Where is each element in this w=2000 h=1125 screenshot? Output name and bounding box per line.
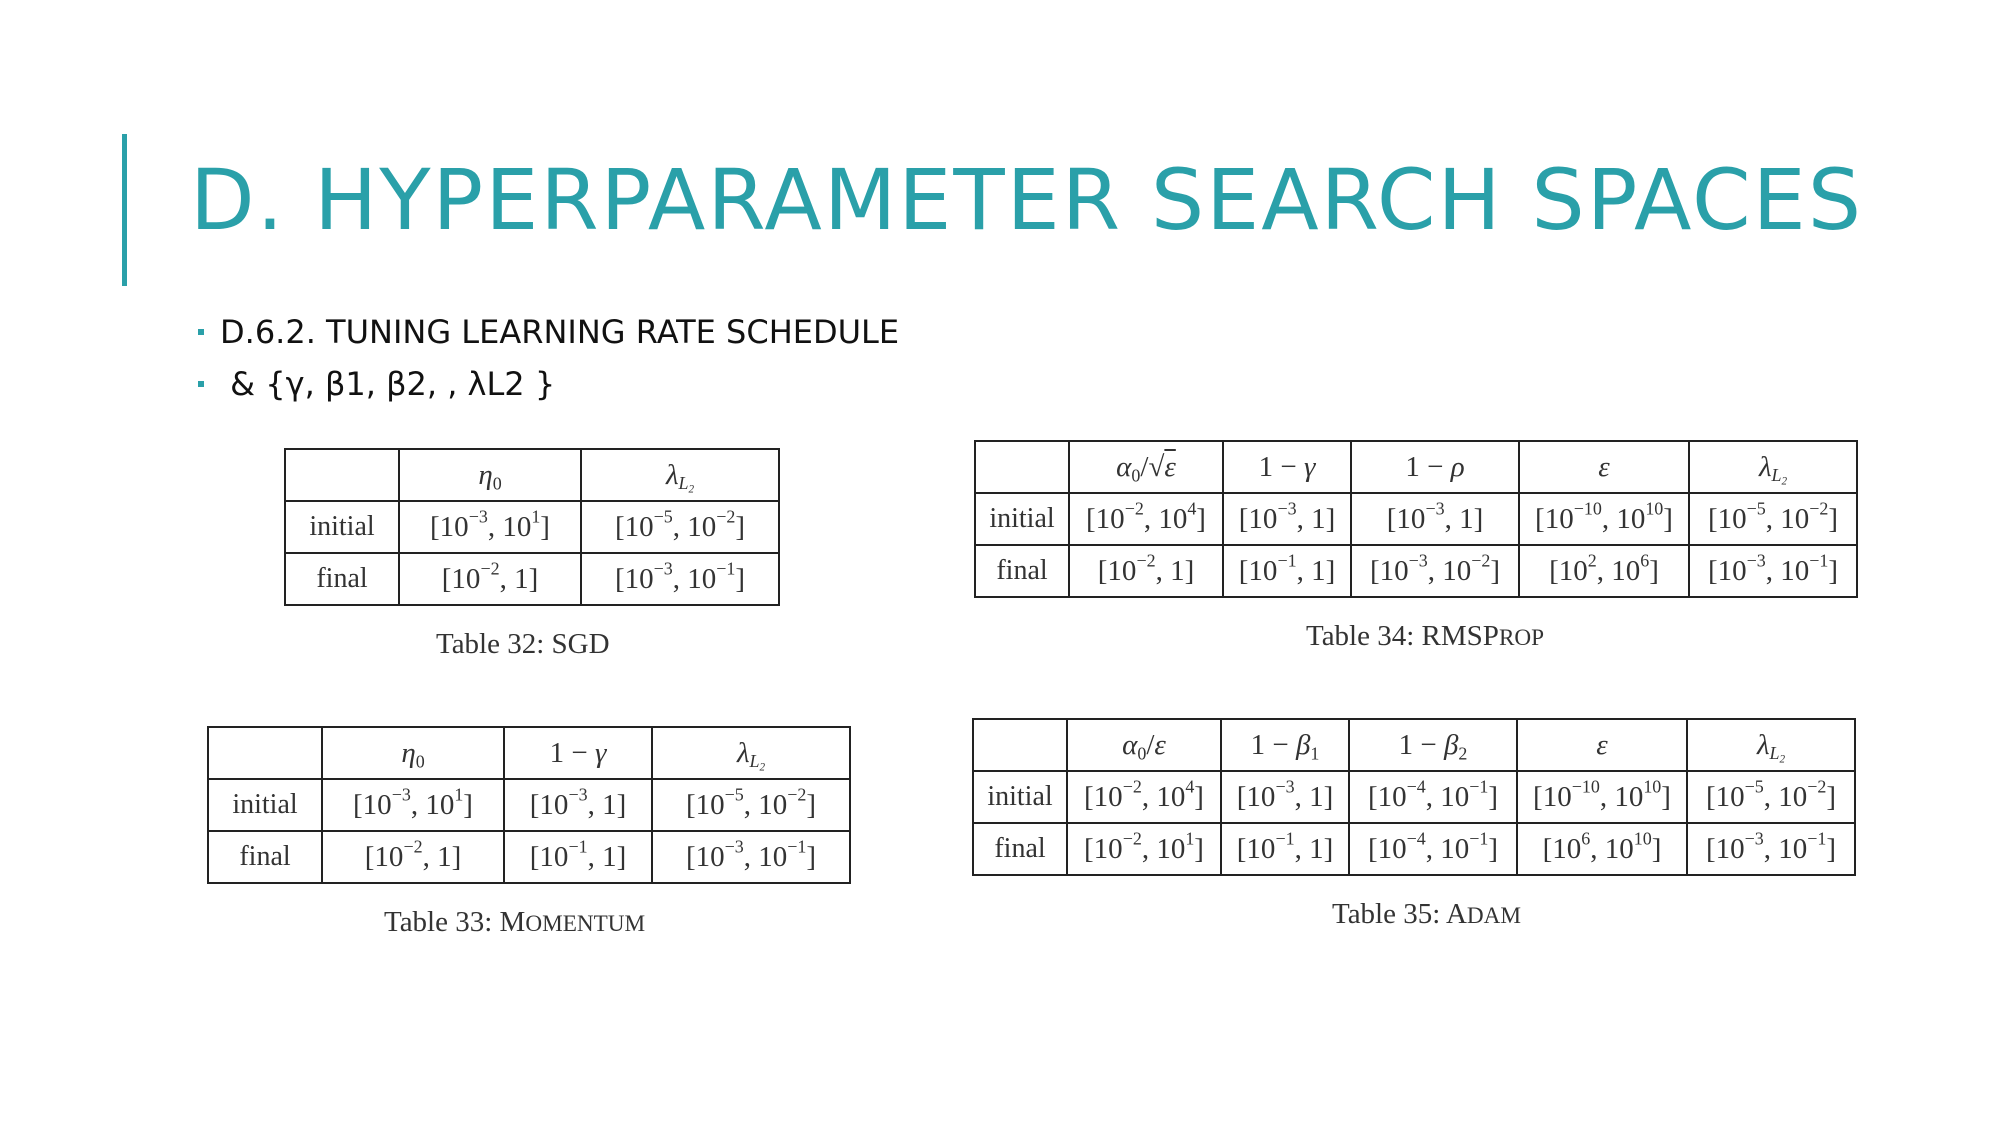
table-cell: [$10^{-3}$, $10^{-1}$] <box>652 831 850 883</box>
table-cell: [$10^{-4}$, $10^{-1}$] <box>1349 771 1517 823</box>
adam-table <box>972 718 1856 876</box>
row-label: initial <box>208 779 322 831</box>
table-cell: [$10^{-3}$, $10^{-2}$] <box>1351 545 1519 597</box>
row-label: initial <box>975 493 1069 545</box>
table-cell: [$10^{-2}$, 1] <box>1069 545 1223 597</box>
table-cell: [$10^{-4}$, $10^{-1}$] <box>1349 823 1517 875</box>
table-row <box>973 823 1855 875</box>
column-header: $\lambda_{L_2}$ <box>1687 719 1855 771</box>
table-cell: [$10^6$, $10^{10}$] <box>1517 823 1687 875</box>
table-header-row <box>208 727 850 779</box>
table-cell: [$10^2$, $10^6$] <box>1519 545 1689 597</box>
column-header: 1 − γ <box>504 727 652 779</box>
table-cell: [$10^{-3}$, 1] <box>1221 771 1349 823</box>
table-cell: [$10^{-3}$, $10^1$] <box>399 501 581 553</box>
column-header: $1 - \beta_2$ <box>1349 719 1517 771</box>
row-label: initial <box>285 501 399 553</box>
bullet-list <box>196 312 899 416</box>
column-header: $\lambda_{L_2}$ <box>581 449 779 501</box>
table-row <box>973 771 1855 823</box>
table-cell: [$10^{-10}$, $10^{10}$] <box>1519 493 1689 545</box>
table-cell: [$10^{-1}$, 1] <box>1221 823 1349 875</box>
column-header: ε <box>1519 441 1689 493</box>
column-header: $\lambda_{L_2}$ <box>1689 441 1857 493</box>
table-caption-sgd: Table 32: SGD <box>436 628 610 660</box>
table-cell: [$10^{-5}$, $10^{-2}$] <box>1687 771 1855 823</box>
column-header: $\lambda_{L_2}$ <box>652 727 850 779</box>
bullet-text: D.6.2. TUNING LEARNING RATE SCHEDULE <box>220 313 900 351</box>
table-corner-cell <box>975 441 1069 493</box>
column-header: $\eta_0$ <box>399 449 581 501</box>
table-cell: [$10^{-2}$, $10^1$] <box>1067 823 1221 875</box>
table-row <box>285 501 779 553</box>
rmsprop-table <box>974 440 1858 598</box>
table-cell: [$10^{-2}$, $10^4$] <box>1069 493 1223 545</box>
column-header: 1 − γ <box>1223 441 1351 493</box>
table-cell: [$10^{-3}$, $10^{-1}$] <box>581 553 779 605</box>
column-header: $\alpha_0/√\varepsilon$ <box>1069 441 1223 493</box>
table-corner-cell <box>973 719 1067 771</box>
sgd-table <box>284 448 780 606</box>
bullet-marker <box>198 329 204 335</box>
row-label: final <box>973 823 1067 875</box>
table-momentum <box>207 726 851 884</box>
table-cell: [$10^{-3}$, $10^{-1}$] <box>1687 823 1855 875</box>
table-row <box>208 779 850 831</box>
table-row <box>208 831 850 883</box>
table-cell: [$10^{-3}$, 1] <box>1351 493 1519 545</box>
column-header: $\eta_0$ <box>322 727 504 779</box>
table-cell: [$10^{-2}$, 1] <box>399 553 581 605</box>
table-cell: [$10^{-2}$, 1] <box>322 831 504 883</box>
row-label: final <box>208 831 322 883</box>
table-cell: [$10^{-1}$, 1] <box>1223 545 1351 597</box>
table-cell: [$10^{-5}$, $10^{-2}$] <box>652 779 850 831</box>
row-label: initial <box>973 771 1067 823</box>
bullet-item <box>196 312 899 364</box>
table-sgd <box>284 448 780 606</box>
table-row <box>285 553 779 605</box>
row-label: final <box>285 553 399 605</box>
table-corner-cell <box>208 727 322 779</box>
table-header-row <box>975 441 1857 493</box>
column-header: ε <box>1517 719 1687 771</box>
bullet-text: & {γ, β1, β2, , λL2 } <box>220 365 556 403</box>
bullet-marker <box>198 381 204 387</box>
table-header-row <box>285 449 779 501</box>
table-corner-cell <box>285 449 399 501</box>
table-cell: [$10^{-10}$, $10^{10}$] <box>1517 771 1687 823</box>
row-label: final <box>975 545 1069 597</box>
table-adam <box>972 718 1856 876</box>
table-row <box>975 493 1857 545</box>
table-caption-momentum: Table 33: MOMENTUM <box>384 906 646 938</box>
table-cell: [$10^{-3}$, 1] <box>1223 493 1351 545</box>
table-caption-rmsprop: Table 34: RMSPROP <box>1306 620 1545 652</box>
slide-title: D. HYPERPARAMETER SEARCH SPACES <box>190 151 1864 249</box>
table-cell: [$10^{-3}$, 1] <box>504 779 652 831</box>
table-cell: [$10^{-3}$, $10^{-1}$] <box>1689 545 1857 597</box>
table-rmsprop <box>974 440 1858 598</box>
table-cell: [$10^{-5}$, $10^{-2}$] <box>581 501 779 553</box>
column-header: 1 − ρ <box>1351 441 1519 493</box>
bullet-item <box>196 364 899 416</box>
column-header: $1 - \beta_1$ <box>1221 719 1349 771</box>
table-cell: [$10^{-3}$, $10^1$] <box>322 779 504 831</box>
table-caption-adam: Table 35: ADAM <box>1332 898 1521 930</box>
table-cell: [$10^{-1}$, 1] <box>504 831 652 883</box>
title-accent-bar <box>122 134 127 286</box>
table-row <box>975 545 1857 597</box>
column-header: $\alpha_0/\varepsilon$ <box>1067 719 1221 771</box>
table-header-row <box>973 719 1855 771</box>
table-cell: [$10^{-2}$, $10^4$] <box>1067 771 1221 823</box>
table-cell: [$10^{-5}$, $10^{-2}$] <box>1689 493 1857 545</box>
momentum-table <box>207 726 851 884</box>
